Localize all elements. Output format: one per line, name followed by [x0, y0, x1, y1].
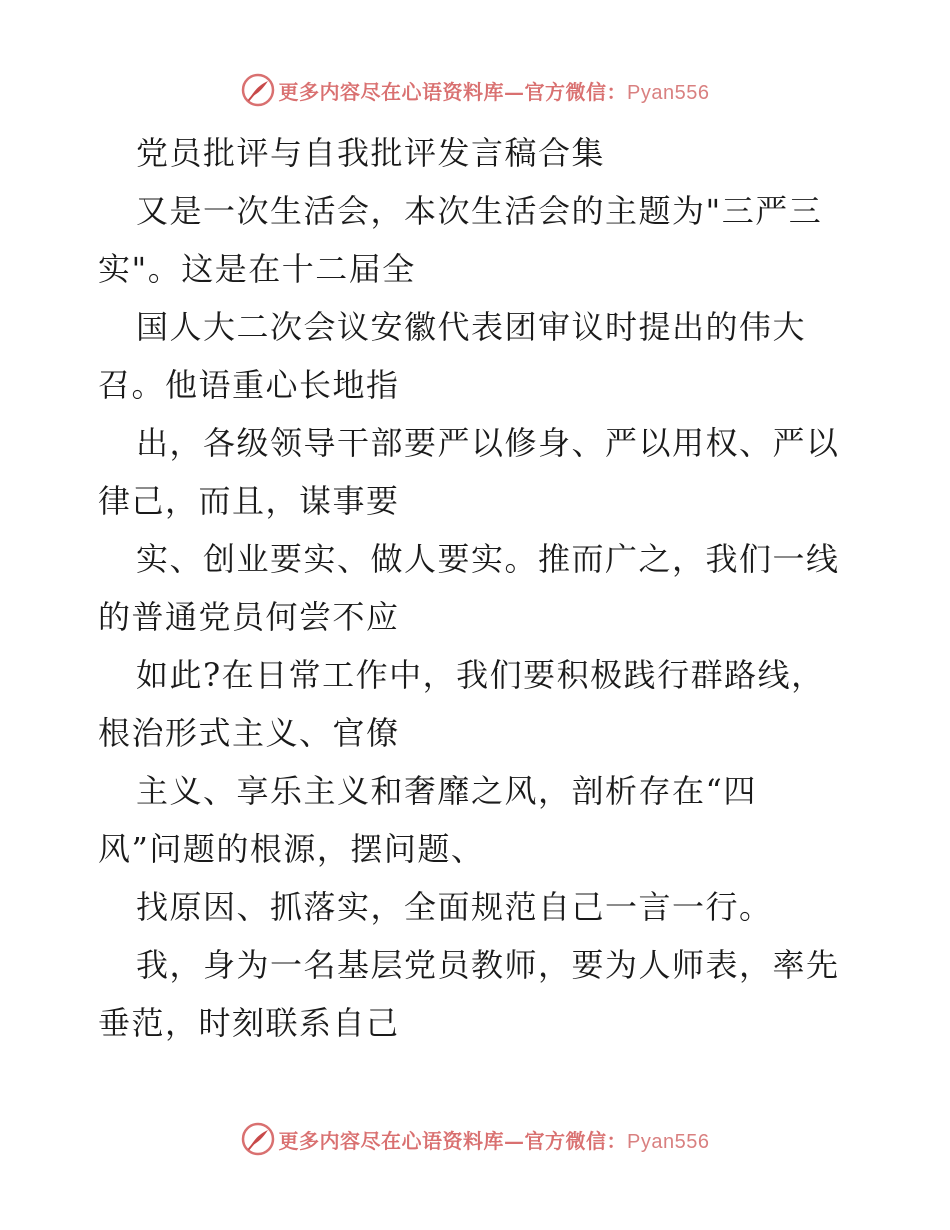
paragraph-line: 国人大二次会议安徽代表团审议时提出的伟大	[136, 308, 807, 346]
paragraph-line: 主义、享乐主义和奢靡之风，剖析存在“四	[136, 772, 757, 810]
document-body	[98, 124, 858, 1052]
paragraph-line: 又是一次生活会，本次生活会的主题为"三严三	[136, 192, 823, 230]
paragraph-line: 实、创业要实、做人要实。推而广之，我们一线	[136, 540, 840, 578]
watermark-text: 更多内容尽在心语资料库—官方微信：Pyan556	[278, 79, 710, 104]
paragraph-line: 召。他语重心长地指	[98, 366, 400, 404]
document-title: 党员批评与自我批评发言稿合集	[136, 134, 606, 172]
paragraph-line: 律己，而且，谋事要	[98, 482, 400, 520]
paragraph-line: 实"。这是在十二届全	[98, 250, 416, 288]
footer-watermark	[0, 1119, 950, 1159]
watermark-id: Pyan556	[627, 81, 710, 104]
quill-logo-icon	[241, 73, 275, 107]
paragraph-line: 垂范，时刻联系自己	[98, 1004, 400, 1042]
paragraph-line: 我，身为一名基层党员教师，要为人师表，率先	[136, 946, 840, 984]
paragraph-line: 出，各级领导干部要严以修身、严以用权、严以	[136, 424, 840, 462]
paragraph-line: 根治形式主义、官僚	[98, 714, 400, 752]
paragraph-line: 风”问题的根源，摆问题、	[98, 830, 485, 868]
watermark-text: 更多内容尽在心语资料库—官方微信：Pyan556	[278, 1128, 710, 1153]
quill-logo-icon	[241, 1122, 275, 1156]
paragraph-line: 的普通党员何尝不应	[98, 598, 400, 636]
header-watermark	[0, 70, 950, 110]
watermark-id: Pyan556	[627, 1130, 710, 1153]
paragraph-line: 如此?在日常工作中，我们要积极践行群路线，	[136, 656, 825, 694]
paragraph-line: 找原因、抓落实，全面规范自己一言一行。	[136, 888, 773, 926]
